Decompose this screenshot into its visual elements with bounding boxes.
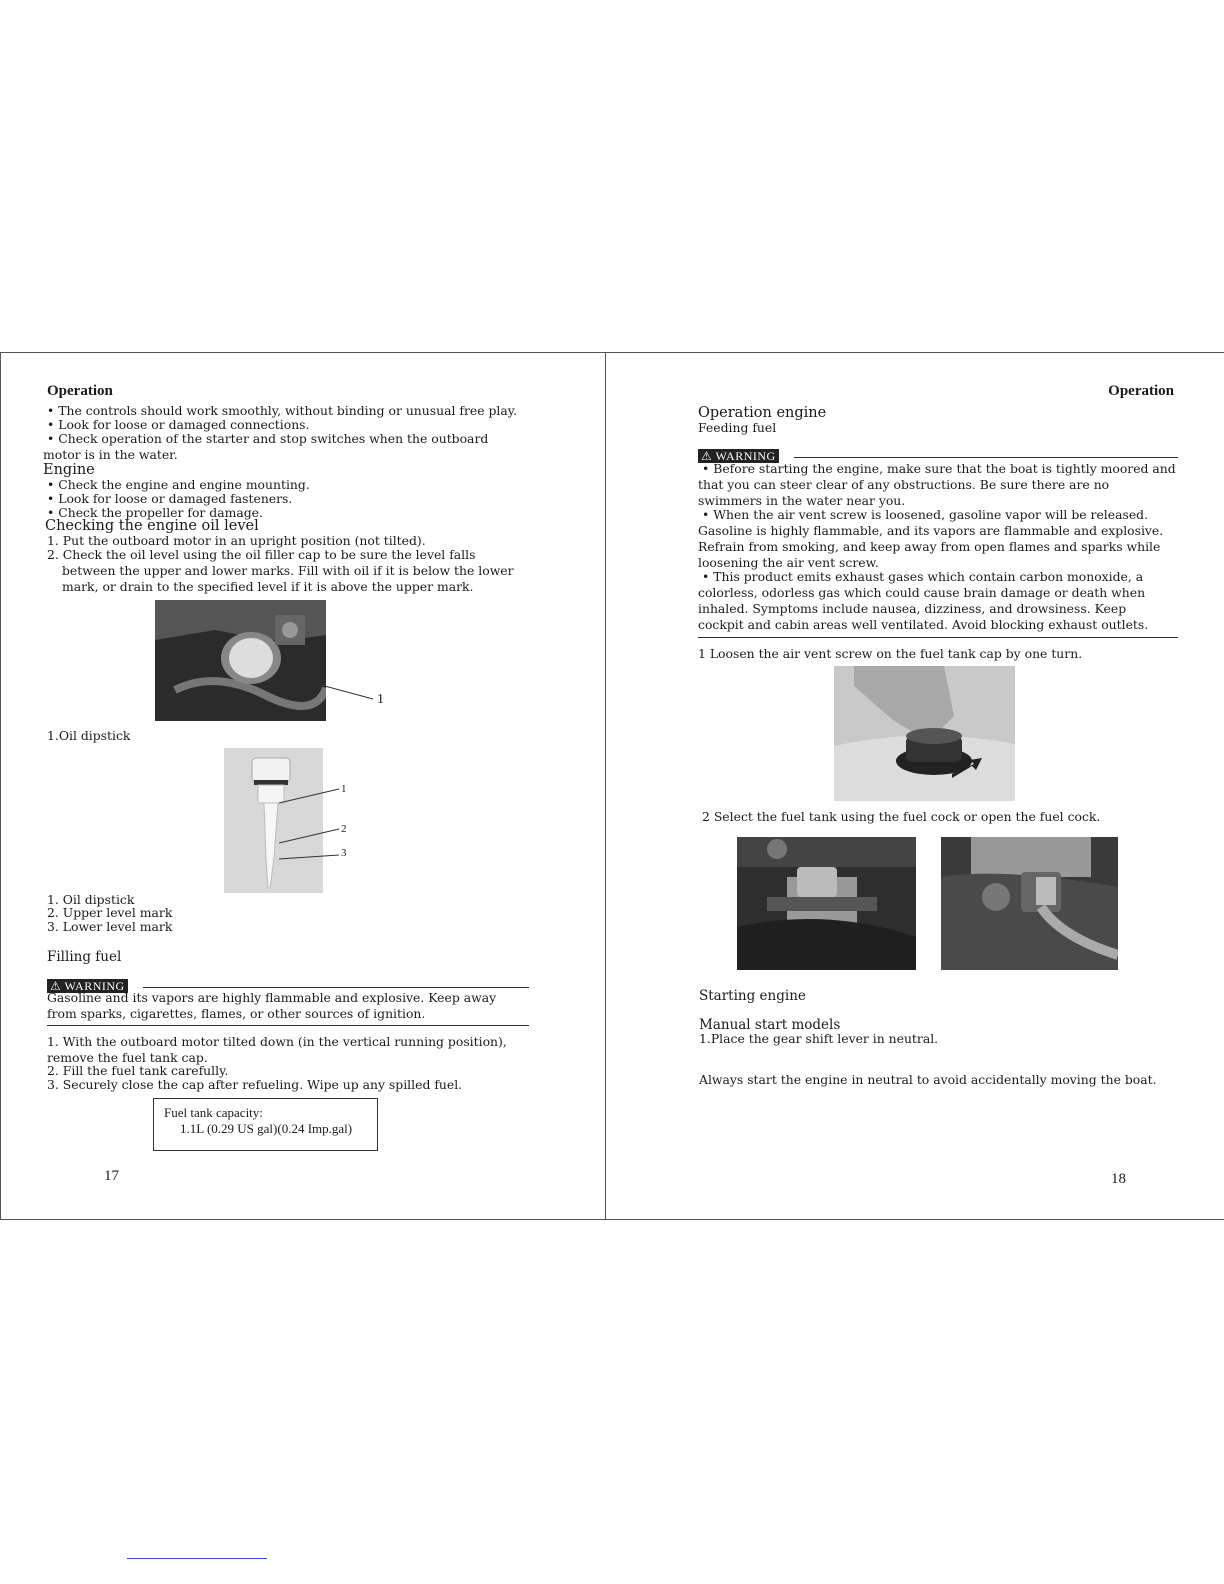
fill-step: 3. Securely close the cap after refueling. Wipe up any spilled fuel. [47,1077,463,1092]
intro-line: • Look for loose or damaged connections. [47,417,310,432]
oil-filler-photo [155,600,326,721]
oil-step: 1. Put the outboard motor in an upright position (not tilted). [47,533,426,548]
neutral-note: Always start the engine in neutral to avoid accidentally moving the boat. [699,1072,1157,1087]
warning-text: swimmers in the water near you. [698,493,906,508]
warning-text: Gasoline is highly flammable, and its vapors are flammable and explosive. [698,523,1164,538]
warning-text: colorless, odorless gas which could cause brain damage or death when [698,585,1146,600]
page-17 [0,353,606,1219]
warning-text: • When the air vent screw is loosened, gasoline vapor will be released. [702,507,1149,522]
manual-start-heading: Manual start models [699,1017,841,1033]
warning-text: from sparks, cigarettes, flames, or other sources of ignition. [47,1006,426,1021]
fuel-cap-photo [834,666,1015,801]
intro-line: • Check operation of the starter and stop switches when the outboard [47,431,489,446]
warning-text: that you can steer clear of any obstructions. Be sure there are no [698,477,1110,492]
fuel-cock-photo-2 [941,837,1118,970]
warning-text: Gasoline and its vapors are highly flammable and explosive. Keep away [47,990,497,1005]
engine-item: • Look for loose or damaged fasteners. [47,491,293,506]
fill-step: remove the fuel tank cap. [47,1050,208,1065]
filling-fuel-heading: Filling fuel [47,949,122,965]
oil-step: mark, or drain to the specified level if it is above the upper mark. [62,579,474,594]
engine-heading: Engine [43,462,95,478]
warning-banner [47,975,529,993]
warning-text: cockpit and cabin areas well ventilated. Avoid blocking exhaust outlets. [698,617,1149,632]
manual-step: 1.Place the gear shift lever in neutral. [699,1031,939,1046]
oil-step: between the upper and lower marks. Fill with oil if it is below the lower [62,563,514,578]
warning-rule [47,1025,529,1026]
warning-tag: ⚠ WARNING [47,979,128,993]
callout-number: 1 [341,783,347,795]
page-header: Operation [47,383,113,399]
callout-leaders [271,785,351,865]
warning-text: • This product emits exhaust gases which contain carbon monoxide, a [702,569,1144,584]
fuel-cock-photo-1 [737,837,916,970]
warning-label: WARNING [64,979,125,993]
legend-item: 1. Oil dipstick [47,892,135,907]
warning-tag: ⚠ WARNING [698,449,779,463]
page-number: 18 [1111,1171,1126,1187]
callout-number: 3 [341,847,347,859]
warning-text: Refrain from smoking, and keep away from open flames and sparks while [698,539,1161,554]
warning-text: • Before starting the engine, make sure that the boat is tightly moored and [702,461,1176,476]
legend-item: 2. Upper level mark [47,905,173,920]
feeding-fuel-subheading: Feeding fuel [698,420,777,435]
fuel-capacity-box [153,1098,378,1151]
capacity-value: 1.1L (0.29 US gal)(0.24 Imp.gal) [180,1121,353,1136]
warning-text: loosening the air vent screw. [698,555,879,570]
step-2: 2 Select the fuel tank using the fuel cock or open the fuel cock. [702,809,1101,824]
engine-item: • Check the propeller for damage. [47,505,263,520]
footnote-rule [127,1558,267,1559]
fill-step: 1. With the outboard motor tilted down (in the vertical running position), [47,1034,507,1049]
manual-spread [0,352,1224,1220]
operation-engine-heading: Operation engine [698,405,827,421]
callout-leader [321,683,381,703]
warning-banner [698,445,1178,463]
warning-rule [698,637,1178,638]
warning-label: WARNING [715,449,776,463]
page-header: Operation [1108,383,1174,399]
photo-caption: 1.Oil dipstick [47,728,131,743]
intro-line: • The controls should work smoothly, without binding or unusual free play. [47,403,518,418]
page-number: 17 [104,1168,119,1184]
callout-number: 2 [341,823,347,835]
capacity-label: Fuel tank capacity: [164,1105,263,1120]
oil-level-heading: Checking the engine oil level [45,518,259,534]
step-1: 1 Loosen the air vent screw on the fuel tank cap by one turn. [698,646,1083,661]
legend-item: 3. Lower level mark [47,919,173,934]
page-18 [606,353,1224,1219]
callout-number: 1 [377,692,384,707]
engine-item: • Check the engine and engine mounting. [47,477,310,492]
oil-step: 2. Check the oil level using the oil filler cap to be sure the level falls [47,547,476,562]
fill-step: 2. Fill the fuel tank carefully. [47,1063,229,1078]
warning-text: inhaled. Symptoms include nausea, dizziness, and drowsiness. Keep [698,601,1127,616]
starting-engine-heading: Starting engine [699,988,806,1004]
intro-line: motor is in the water. [43,447,178,462]
